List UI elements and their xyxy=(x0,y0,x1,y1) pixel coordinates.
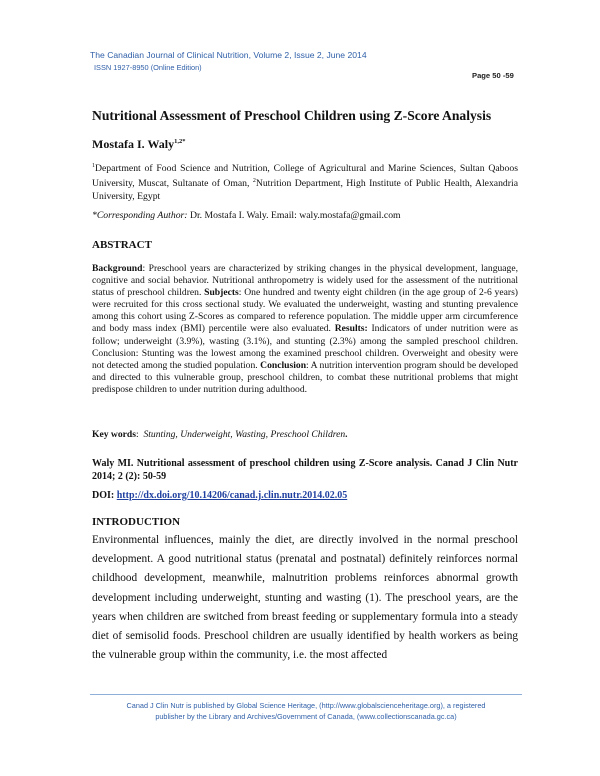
affil-part-1: Department of Food Science and Nutrition, College of Agricultural and Marine Sciences, Sultan Qaboos University, Muscat, Sultanate of Oman, xyxy=(92,163,518,190)
footer-divider xyxy=(90,694,522,695)
corresponding-text: Dr. Mostafa I. Waly. Email: waly.mostafa@gmail.com xyxy=(187,210,401,221)
doi-link[interactable]: http://dx.doi.org/10.14206/canad.j.clin.nutr.2014.02.05 xyxy=(116,490,348,501)
keywords-end: . xyxy=(345,429,348,440)
paper-title: Nutritional Assessment of Preschool Children using Z-Score Analysis xyxy=(92,108,492,123)
side-page-number xyxy=(520,620,580,700)
doi-label: DOI: xyxy=(92,490,117,501)
abstract-body xyxy=(92,263,518,396)
corresponding-label: *Corresponding Author: xyxy=(92,210,188,221)
keywords-text: Stunting, Underweight, Wasting, Preschool Children xyxy=(143,429,346,440)
affil-part-2: Nutrition Department, High Institute of Public Health, Alexandria University, Egypt xyxy=(92,178,518,203)
keywords: Key words: Stunting, Underweight, Wasting, Preschool Children. xyxy=(92,429,348,440)
footer-line-2: publisher by the Library and Archives/Government of Canada, (www.collectionscanada.gc.ca) xyxy=(155,712,457,721)
introduction-body: Environmental influences, mainly the diet, are directly involved in the normal preschool development. A good nutritional status (prenatal and postnatal) definitely reinforces normal childhood development, meanwhile, malnutrition problems reinforces abnormal growth development including underweight, stunting and wasting (1). The preschool years, are the years when children are switched from breast feeding or supplementary formula into a steady diet of semisolid foods. Preschool children are usually identified by health workers as being the vulnerable group within the community, i.e. the most affected xyxy=(92,534,518,662)
author-line xyxy=(92,137,186,152)
abstract-background-label: Background xyxy=(92,263,143,274)
footer xyxy=(90,700,522,722)
author-name: Mostafa I. Waly xyxy=(92,137,175,151)
introduction-heading: INTRODUCTION xyxy=(92,516,181,528)
abstract-heading: ABSTRACT xyxy=(92,239,152,251)
keywords-label: Key words xyxy=(92,429,136,440)
abstract-results-text: Indicators of under nutrition were as follow; underweight (3.9%), wasting (3.1%), and stunting (2.3%) among the sampled preschool children. Conclusion: Stunting was the lowest among the examined preschool children. Overweight and obesity were not detected among the studied population. xyxy=(92,323,518,371)
affiliations xyxy=(92,160,518,203)
abstract-conclusion-text: : A nutrition intervention program should be developed and directed to this vulnerable group, preschool children, to combat these nutritional problems that might predispose children to under nutrition during adulthood. xyxy=(92,359,518,395)
affil-sup-1: 1 xyxy=(92,163,95,169)
affil-sup-2: 2 xyxy=(252,178,256,185)
abstract-subjects-text: : One hundred and twenty eight children (in the age group of 2-6 years) were recruited for this cross sectional study. We evaluated the underweight, wasting and stunting prevalence among this cohort using Z-Scores as compared to reference population. The middle upper arm circumference and body mass index (BMI) percentile were also evaluated. xyxy=(92,287,518,335)
abstract-results-label: Results: xyxy=(334,323,368,335)
abstract-subjects-label: Subjects xyxy=(204,287,239,299)
page-range: Page 50 -59 xyxy=(472,71,514,80)
author-marks: 1,2* xyxy=(174,138,186,145)
issn-line: ISSN 1927-8950 (Online Edition) xyxy=(94,63,202,72)
footer-line-1: Canad J Clin Nutr is published by Global Science Heritage, (http://www.globalscienceheritage.org), a registered xyxy=(126,701,486,710)
citation: Waly MI. Nutritional assessment of preschool children using Z-Score analysis. Canad J Clin Nutr 2014; 2 (2): 50-59 xyxy=(92,458,518,482)
doi-line xyxy=(92,490,347,501)
abstract-background-text: : Preschool years are characterized by striking changes in the physical development, language, cognitive and social behavior. Nutritional anthropometry is widely used for the assessment of the nutritional status of preschool children. xyxy=(92,263,518,299)
abstract-conclusion-label: Conclusion xyxy=(260,359,307,371)
corresponding-author xyxy=(92,210,401,221)
journal-header: The Canadian Journal of Clinical Nutrition, Volume 2, Issue 2, June 2014 xyxy=(90,50,367,60)
